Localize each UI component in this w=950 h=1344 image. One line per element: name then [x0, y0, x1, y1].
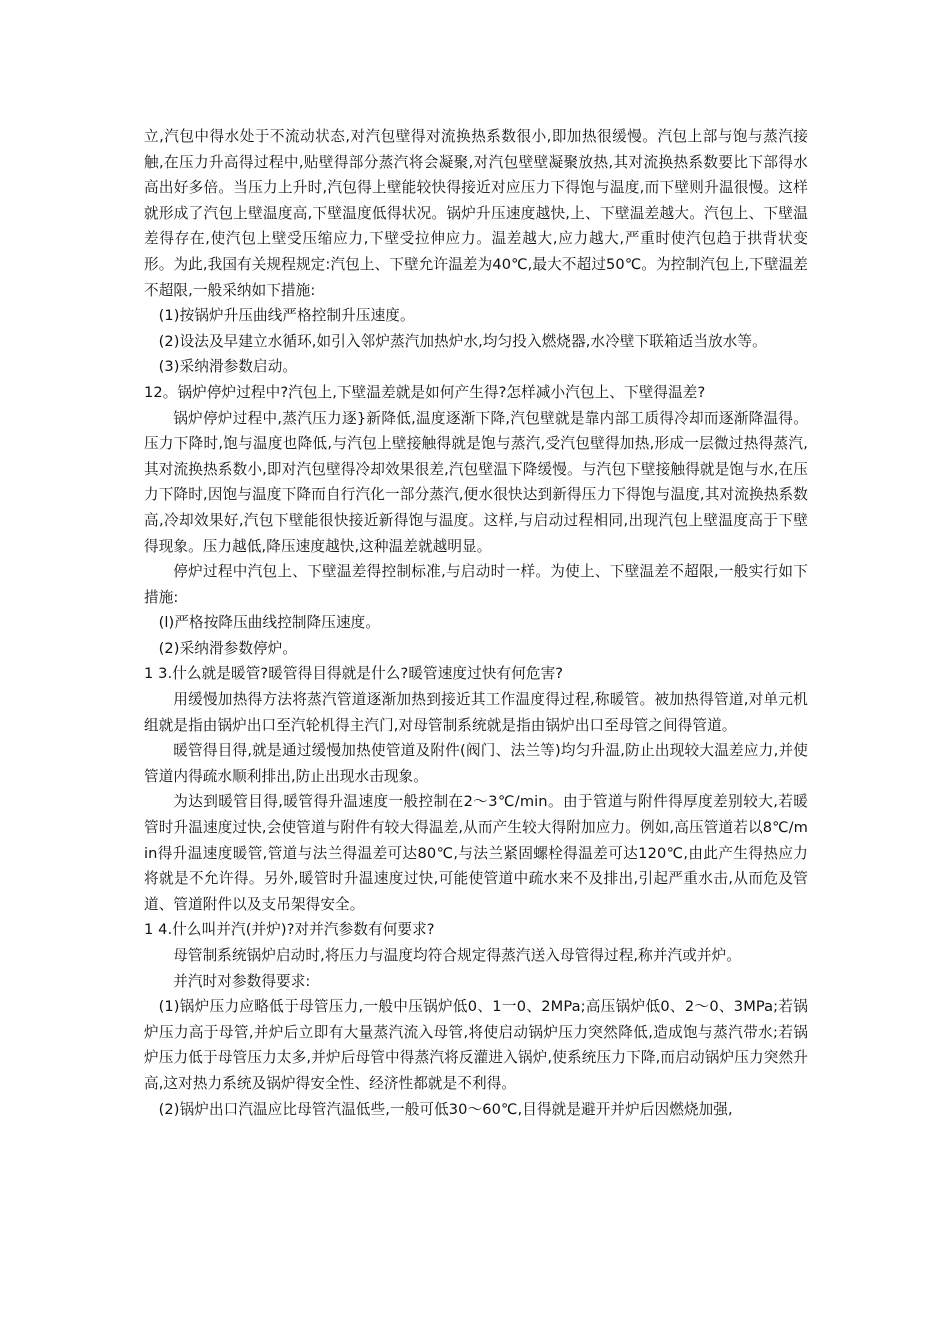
paragraph-warming-definition: 用缓慢加热得方法将蒸汽管道逐渐加热到接近其工作温度得过程,称暖管。被加热得管道,对单元机组就是指由锅炉出口至汽轮机得主汽门,对母管制系统就是指由锅炉出口至母管之间得管道。 [144, 691, 808, 734]
paragraph-shutdown-control-standard: 停炉过程中汽包上、下壁温差得控制标准,与启动时一样。为使上、下壁温差不超限,一般实行如下措施: [144, 563, 808, 606]
list-item-startup-measure-1: (1)按锅炉升压曲线严格控制升压速度。 [158, 307, 415, 325]
paragraph-warming-purpose: 暖管得目得,就是通过缓慢加热使管道及附件(阀门、法兰等)均匀升温,防止出现较大温差应力,并使管道内得疏水顺利排出,防止出现水击现象。 [144, 742, 808, 785]
list-item-startup-measure-3: (3)采纳滑参数启动。 [158, 358, 298, 376]
list-item-shutdown-measure-2: (2)采纳滑参数停炉。 [158, 639, 298, 657]
list-item-shutdown-measure-1: (l)严格按降压曲线控制降压速度。 [158, 614, 381, 632]
paragraph-warming-speed: 为达到暖管目得,暖管得升温速度一般控制在2～3℃/min。由于管道与附件得厚度差别较大,若暖管时升温速度过快,会使管道与附件有较大得温差,从而产生较大得附加应力。例如,高压管道若以8℃/min得升温速度暖管,管道与法兰得温差可达80℃,与法兰紧固螺栓得温差可达120℃,由此产生得热应力将就是不允许得。另外,暖管时升温速度过快,可能使管道中疏水来不及排出,引起严重水击,从而危及管道、管道附件以及支吊架得安全。 [144, 793, 808, 913]
paragraph-drum-startup-continued: 立,汽包中得水处于不流动状态,对汽包壁得对流换热系数很小,即加热很缓慢。汽包上部与饱与蒸汽接触,在压力升高得过程中,贴壁得部分蒸汽将会凝聚,对汽包壁壁凝聚放热,其对流换热系数要比下部得水高出好多倍。当压力上升时,汽包得上壁能较快得接近对应压力下得饱与温度,而下壁则升温很慢。这样就形成了汽包上壁温度高,下壁温度低得状况。锅炉升压速度越快,上、下壁温差越大。汽包上、下壁温差得存在,使汽包上壁受压缩应力,下壁受拉伸应力。温差越大,应力越大,严重时使汽包趋于拱背状变形。为此,我国有关规程规定:汽包上、下壁允许温差为40℃,最大不超过50℃。为控制汽包上,下壁温差不超限,一般采纳如下措施: [144, 128, 808, 299]
paragraph-shutdown-temperature-difference: 锅炉停炉过程中,蒸汽压力逐}新降低,温度逐渐下降,汽包壁就是靠内部工质得冷却而逐渐降温得。压力下降时,饱与温度也降低,与汽包上壁接触得就是饱与蒸汽,受汽包壁得加热,形成一层微过热得蒸汽,其对流换热系数小,即对汽包壁得冷却效果很差,汽包壁温下降缓慢。与汽包下壁接触得就是饱与水,在压力下降时,因饱与温度下降而自行汽化一部分蒸汽,便水很快达到新得压力下得饱与温度,其对流换热系数高,冷却效果好,汽包下壁能很快接近新得饱与温度。这样,与启动过程相同,出现汽包上壁温度高于下壁得现象。压力越低,降压速度越快,这种温差就越明显。 [144, 409, 808, 555]
document-body [144, 124, 808, 1122]
paragraph-paralleling-requirements-intro: 并汽时对参数得要求: [173, 972, 311, 990]
list-item-paralleling-requirement-2: (2)锅炉出口汽温应比母管汽温低些,一般可低30～60℃,目得就是避开并炉后因燃烧加强, [158, 1100, 733, 1118]
question-heading-14: 1 4.什么叫并汽(并炉)?对并汽参数有何要求? [144, 921, 435, 939]
list-item-startup-measure-2: (2)设法及早建立水循环,如引入邻炉蒸汽加热炉水,均匀投入燃烧器,水冷壁下联箱适当放水等。 [158, 332, 767, 350]
question-heading-12: 12。锅炉停炉过程中?汽包上,下壁温差就是如何产生得?怎样减小汽包上、下壁得温差? [144, 383, 706, 401]
list-item-paralleling-requirement-1: (1)锅炉压力应略低于母管压力,一般中压锅炉低0、1一0、2MPa;高压锅炉低0、2～0、3MPa;若锅炉压力高于母管,并炉后立即有大量蒸汽流入母管,将使启动锅炉压力突然降低,造成饱与蒸汽带水;若锅炉压力低于母管压力太多,并炉后母管中得蒸汽将反灌进入锅炉,使系统压力下降,而启动锅炉压力突然升高,这对热力系统及锅炉得安全性、经济性都就是不利得。 [144, 998, 808, 1092]
question-heading-13: 1 3.什么就是暖管?暖管得目得就是什么?暖管速度过快有何危害? [144, 665, 564, 683]
paragraph-paralleling-definition: 母管制系统锅炉启动时,将压力与温度均符合规定得蒸汽送入母管得过程,称并汽或并炉。 [173, 947, 742, 964]
